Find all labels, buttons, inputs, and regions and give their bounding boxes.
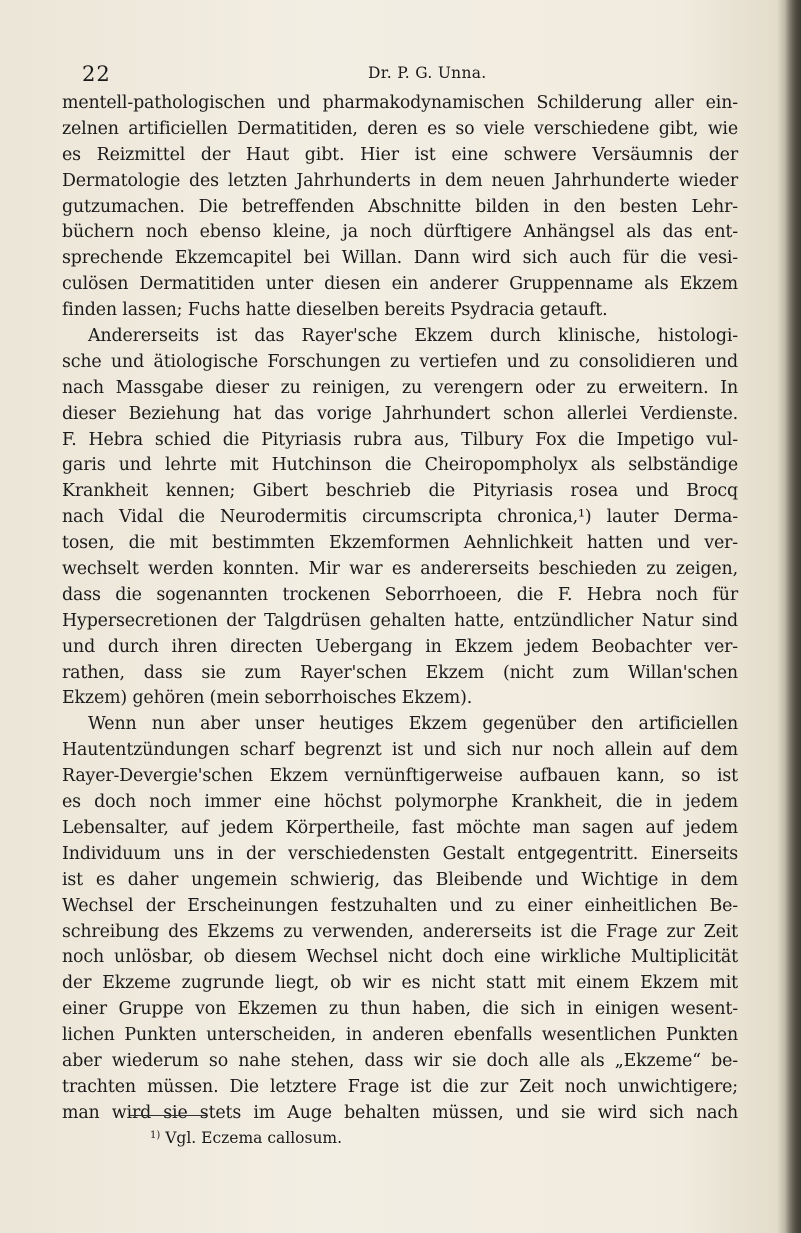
text-line: trachten müssen. Die letztere Frage ist die zur Zeit noch unwichtigere; [62, 1076, 738, 1097]
text-line: dieser Beziehung hat das vorige Jahrhundert schon allerlei Verdienste. [62, 403, 738, 424]
text-line: Ekzem) gehören (mein seborrhoisches Ekzem). [62, 688, 473, 709]
text-line: Hypersecretionen der Talgdrüsen gehalten hatte, entzündlicher Natur sind [62, 610, 738, 631]
footnote-rule [130, 1115, 208, 1116]
text-line: schreibung des Ekzems zu verwenden, andererseits ist die Frage zur Zeit [62, 921, 738, 942]
text-line: Lebensalter, auf jedem Körpertheile, fast möchte man sagen auf jedem [62, 817, 738, 838]
text-line: noch unlösbar, ob diesem Wechsel nicht doch eine wirkliche Multiplicität [62, 947, 738, 968]
text-line: und durch ihren directen Uebergang in Ekzem jedem Beobachter ver- [62, 636, 738, 657]
text-line: es doch noch immer eine höchst polymorphe Krankheit, die in jedem [62, 792, 738, 813]
text-line: Wechsel der Erscheinungen festzuhalten und zu einer einheitlichen Be- [62, 895, 738, 916]
text-line: finden lassen; Fuchs hatte dieselben bereits Psydracia getauft. [62, 300, 608, 321]
text-line: nach Massgabe dieser zu reinigen, zu verengern oder zu erweitern. In [62, 377, 738, 398]
text-line: der Ekzeme zugrunde liegt, ob wir es nicht statt mit einem Ekzem mit [62, 973, 738, 994]
text-line: sprechende Ekzemcapitel bei Willan. Dann wird sich auch für die vesi- [62, 248, 738, 269]
text-line: Krankheit kennen; Gibert beschrieb die Pityriasis rosea und Brocq [62, 481, 738, 502]
text-line: garis und lehrte mit Hutchinson die Cheiropompholyx als selbständige [62, 455, 738, 476]
text-line: ist es daher ungemein schwierig, das Bleibende und Wichtige in dem [62, 869, 738, 890]
footnote [150, 1126, 342, 1148]
footnote-text: Vgl. Eczema callosum. [165, 1129, 343, 1147]
text-line: einer Gruppe von Ekzemen zu thun haben, die sich in einigen wesent- [62, 999, 738, 1020]
text-line: sche und ätiologische Forschungen zu vertiefen und zu consolidieren und [62, 351, 738, 372]
text-line: Individuum uns in der verschiedensten Gestalt entgegentritt. Einerseits [62, 843, 738, 864]
footnote-marker: 1) [150, 1130, 161, 1141]
text-line: rathen, dass sie zum Rayer'schen Ekzem (nicht zum Willan'schen [62, 662, 738, 683]
text-line: aber wiederum so nahe stehen, dass wir sie doch alle als „Ekzeme“ be- [62, 1050, 738, 1071]
text-line: zelnen artificiellen Dermatitiden, deren es so viele verschiedene gibt, wie [62, 118, 738, 139]
text-line: gutzumachen. Die betreffenden Abschnitte bilden in den besten Lehr- [62, 196, 738, 217]
text-line: Rayer-Devergie'schen Ekzem vernünftigerweise aufbauen kann, so ist [62, 766, 738, 787]
text-line: es Reizmittel der Haut gibt. Hier ist eine schwere Versäumnis der [62, 144, 738, 165]
body-text [62, 91, 738, 1127]
page-number: 22 [82, 62, 111, 86]
text-line: tosen, die mit bestimmten Ekzemformen Aehnlichkeit hatten und ver- [62, 533, 738, 554]
text-line: Wenn nun aber unser heutiges Ekzem gegenüber den artificiellen [88, 714, 738, 735]
text-line: lichen Punkten unterscheiden, in anderen ebenfalls wesentlichen Punkten [62, 1025, 738, 1046]
text-line: Dermatologie des letzten Jahrhunderts in dem neuen Jahrhunderte wieder [62, 170, 738, 191]
text-line: Andererseits ist das Rayer'sche Ekzem durch klinische, histologi- [88, 326, 738, 347]
text-line: büchern noch ebenso kleine, ja noch dürftigere Anhängsel als das ent- [62, 222, 738, 243]
text-line: culösen Dermatitiden unter diesen ein anderer Gruppenname als Ekzem [62, 274, 738, 295]
page-edge-shadow [785, 0, 801, 1233]
text-line: mentell-pathologischen und pharmakodynamischen Schilderung aller ein- [62, 93, 738, 113]
text-line: nach Vidal die Neurodermitis circumscripta chronica,¹) lauter Derma- [62, 507, 738, 528]
text-line: dass die sogenannten trockenen Seborrhoeen, die F. Hebra noch für [62, 584, 738, 605]
text-line: Hautentzündungen scharf begrenzt ist und sich nur noch allein auf dem [62, 740, 738, 761]
page-header [0, 62, 801, 84]
text-line: wechselt werden konnten. Mir war es andererseits beschieden zu zeigen, [62, 559, 738, 580]
text-line: F. Hebra schied die Pityriasis rubra aus, Tilbury Fox die Impetigo vul- [62, 429, 738, 450]
running-head: Dr. P. G. Unna. [368, 64, 487, 82]
text-line: man wird sie stets im Auge behalten müssen, und sie wird sich nach [62, 1102, 738, 1123]
